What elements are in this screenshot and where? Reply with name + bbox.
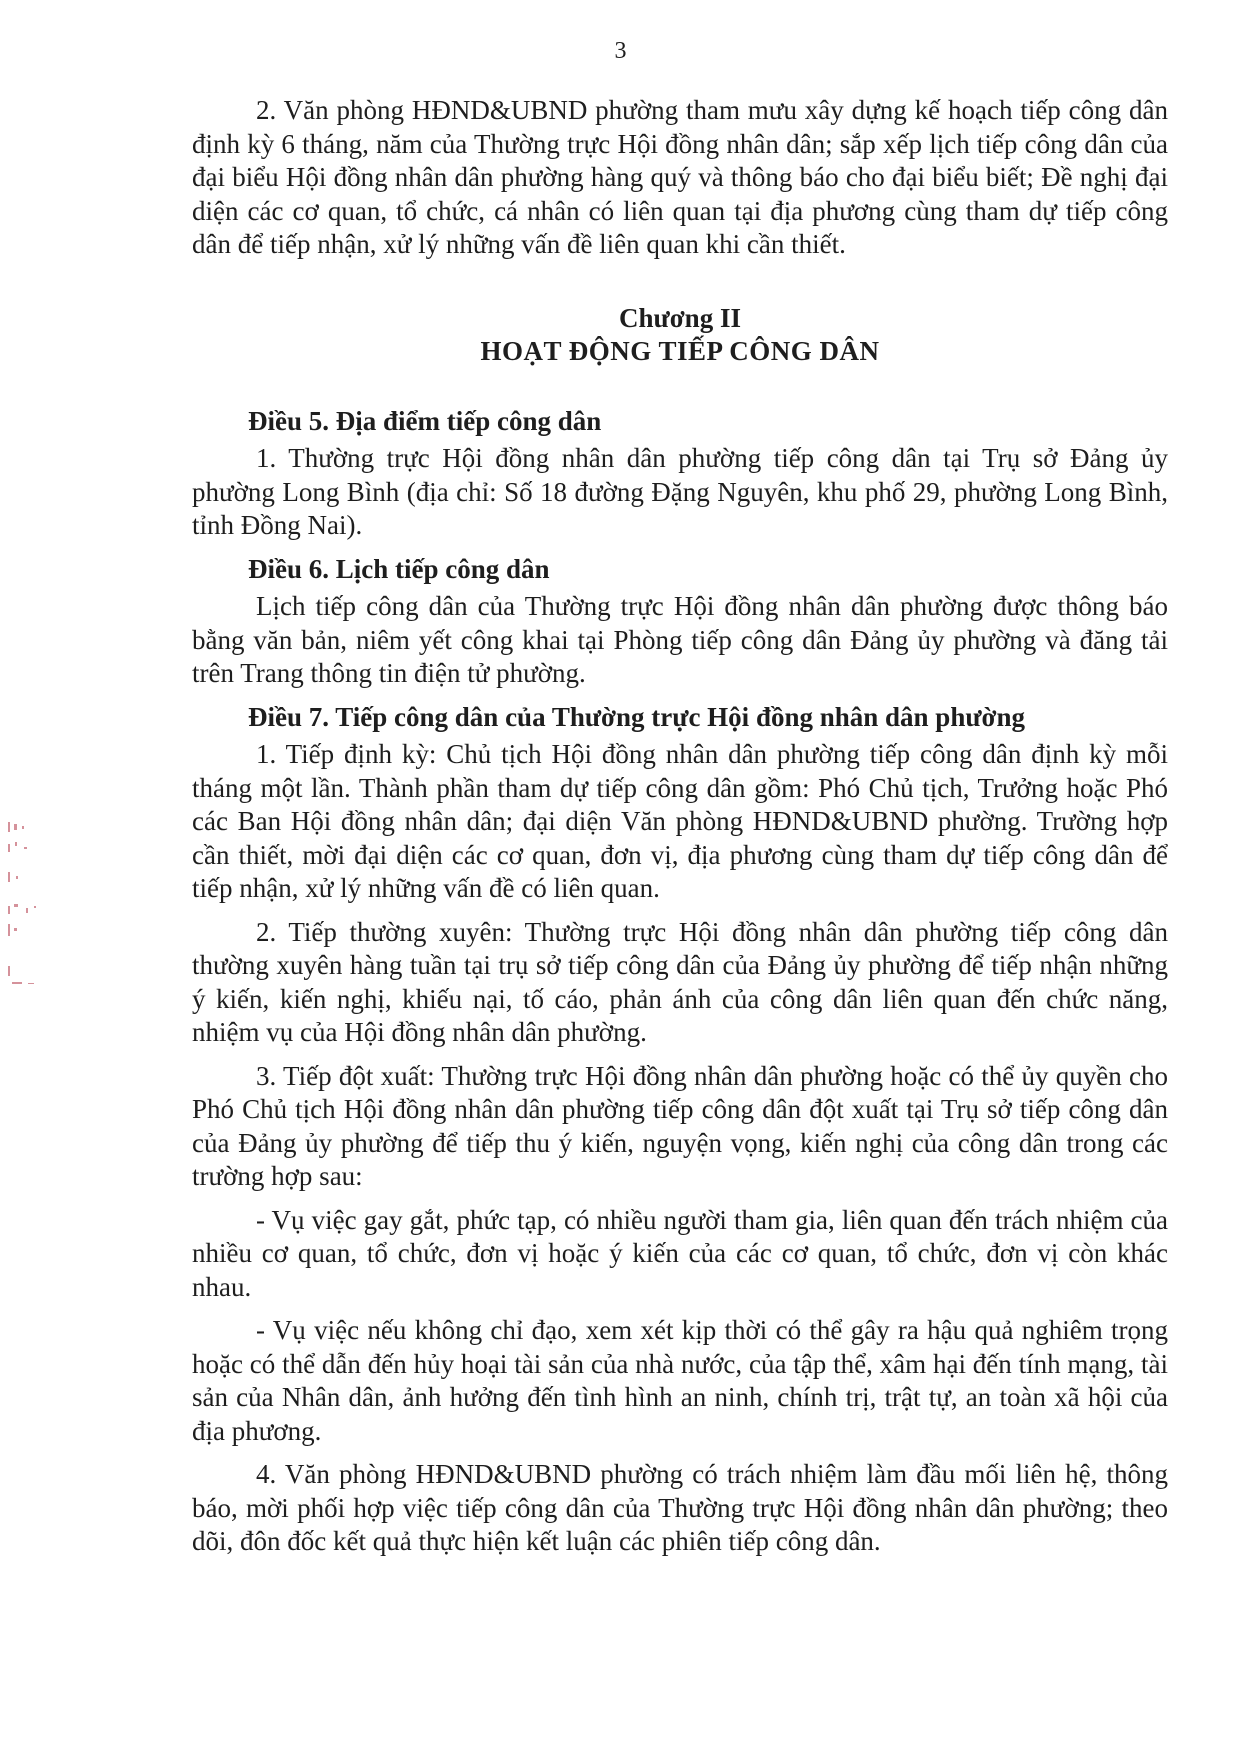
margin-stamp-marks <box>4 820 44 1040</box>
document-body <box>192 94 1168 1563</box>
article-7-paragraph-3a: - Vụ việc gay gắt, phức tạp, có nhiều người tham gia, liên quan đến trách nhiệm của nhiều cơ quan, tổ chức, đơn vị hoặc ý kiến của các cơ quan, tổ chức, đơn vị còn khác nhau. <box>192 1204 1168 1302</box>
article-7-heading: Điều 7. Tiếp công dân của Thường trực Hội đồng nhân dân phường <box>248 701 1026 732</box>
article-5-paragraph-1: 1. Thường trực Hội đồng nhân dân phường tiếp công dân tại Trụ sở Đảng ủy phường Long Bình (địa chỉ: Số 18 đường Đặng Nguyên, khu phố 29, phường Long Bình, tỉnh Đồng Nai). <box>192 443 1168 540</box>
article-7-paragraph-3: 3. Tiếp đột xuất: Thường trực Hội đồng nhân dân phường hoặc có thể ủy quyền cho Phó Chủ tịch Hội đồng nhân dân phường tiếp công dân đột xuất tại Trụ sở tiếp công dân của Đảng ủy phường để tiếp thu ý kiến, nguyện vọng, kiến nghị của công dân trong các trường hợp sau: <box>192 1060 1168 1191</box>
paragraph-intro-2: 2. Văn phòng HĐND&UBND phường tham mưu xây dựng kế hoạch tiếp công dân định kỳ 6 tháng, năm của Thường trực Hội đồng nhân dân; sắp xếp lịch tiếp công dân của đại biểu Hội đồng nhân dân phường hàng quý và thông báo cho đại biểu biết; Đề nghị đại diện các cơ quan, tổ chức, cá nhân có liên quan tại địa phương cùng tham dự tiếp công dân để tiếp nhận, xử lý những vấn đề liên quan khi cần thiết. <box>192 95 1168 259</box>
article-7-paragraph-2: 2. Tiếp thường xuyên: Thường trực Hội đồng nhân dân phường tiếp công dân thường xuyên hàng tuần tại trụ sở tiếp công dân của Đảng ủy phường để tiếp nhận những ý kiến, kiến nghị, khiếu nại, tố cáo, phản ánh của công dân liên quan đến chức năng, nhiệm vụ của Hội đồng nhân dân phường. <box>192 916 1168 1047</box>
article-7-paragraph-1: 1. Tiếp định kỳ: Chủ tịch Hội đồng nhân dân phường tiếp công dân định kỳ mỗi tháng một lần. Thành phần tham dự tiếp công dân gồm: Phó Chủ tịch, Trưởng hoặc Phó các Ban Hội đồng nhân dân; đại diện Văn phòng HĐND&UBND phường. Trường hợp cần thiết, mời đại diện các cơ quan, đơn vị, địa phương cùng tham dự tiếp công dân để tiếp nhận, xử lý những vấn đề có liên quan. <box>192 739 1168 903</box>
page-number: 3 <box>614 38 627 64</box>
article-5-heading: Điều 5. Địa điểm tiếp công dân <box>248 405 602 436</box>
article-7-paragraph-4: 4. Văn phòng HĐND&UBND phường có trách nhiệm làm đầu mối liên hệ, thông báo, mời phối hợp việc tiếp công dân của Thường trực Hội đồng nhân dân phường; theo dõi, đôn đốc kết quả thực hiện kết luận các phiên tiếp công dân. <box>192 1459 1168 1556</box>
article-6-paragraph-1: Lịch tiếp công dân của Thường trực Hội đồng nhân dân phường được thông báo bằng văn bản, niêm yết công khai tại Phòng tiếp công dân Đảng ủy phường và đăng tải trên Trang thông tin điện tử phường. <box>192 591 1168 688</box>
chapter-title: HOẠT ĐỘNG TIẾP CÔNG DÂN <box>480 336 880 366</box>
article-6-heading: Điều 6. Lịch tiếp công dân <box>248 553 550 584</box>
article-7-paragraph-3b: - Vụ việc nếu không chỉ đạo, xem xét kịp thời có thể gây ra hậu quả nghiêm trọng hoặc có thể dẫn đến hủy hoại tài sản của nhà nước, của tập thể, xâm hại đến tính mạng, tài sản của Nhân dân, ảnh hưởng đến tình hình an ninh, chính trị, trật tự, an toàn xã hội của địa phương. <box>192 1315 1168 1446</box>
chapter-number: Chương II <box>619 302 741 333</box>
